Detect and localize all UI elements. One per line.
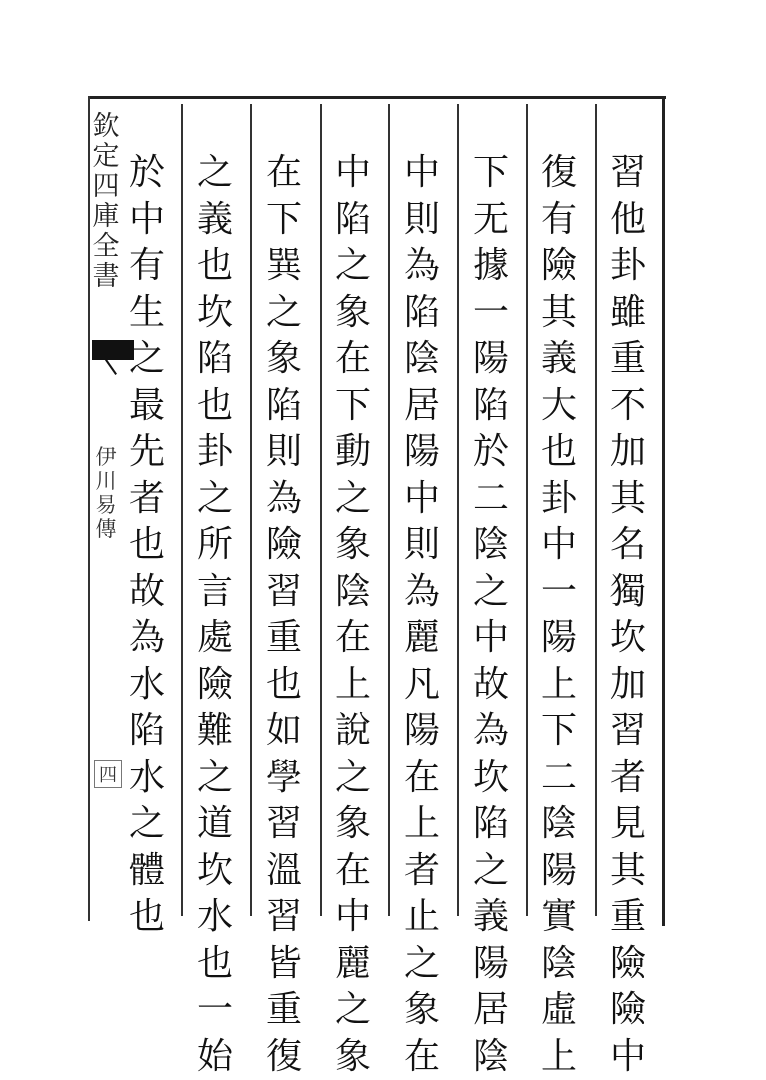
text-glyph: 動 <box>330 429 376 476</box>
text-glyph: 上 <box>536 1034 582 1080</box>
text-glyph: 難 <box>192 708 238 755</box>
text-glyph: 險 <box>536 243 582 290</box>
text-glyph: 義 <box>536 336 582 383</box>
text-glyph: 者 <box>605 755 651 802</box>
text-glyph: 水 <box>192 894 238 941</box>
text-glyph: 之 <box>261 290 307 337</box>
text-glyph: 為 <box>468 708 514 755</box>
text-glyph: 二 <box>468 476 514 523</box>
margin-collection-title <box>92 112 120 292</box>
text-glyph: 故 <box>468 662 514 709</box>
text-glyph: 中 <box>536 522 582 569</box>
text-glyph: 象 <box>330 290 376 337</box>
margin-title-glyph: 庫 <box>93 202 120 232</box>
text-glyph: 止 <box>399 894 445 941</box>
text-glyph: 坎 <box>605 615 651 662</box>
text-glyph: 險 <box>192 662 238 709</box>
text-glyph: 重 <box>605 336 651 383</box>
text-column-3 <box>466 150 516 1080</box>
text-glyph: 於 <box>124 150 170 197</box>
text-glyph: 无 <box>468 197 514 244</box>
margin-page-number: 四 <box>94 760 122 788</box>
text-glyph: 居 <box>399 383 445 430</box>
text-glyph: 不 <box>605 383 651 430</box>
text-glyph: 為 <box>399 243 445 290</box>
text-glyph: 陰 <box>468 522 514 569</box>
text-column-7 <box>190 150 240 1080</box>
text-column-5 <box>328 150 378 1080</box>
text-glyph: 陰 <box>399 336 445 383</box>
text-glyph: 之 <box>399 941 445 988</box>
text-glyph: 陽 <box>399 708 445 755</box>
text-glyph: 中 <box>468 615 514 662</box>
text-glyph: 習 <box>261 894 307 941</box>
text-column-2 <box>534 150 584 1080</box>
text-glyph: 之 <box>330 987 376 1034</box>
text-glyph: 也 <box>124 894 170 941</box>
text-glyph: 據 <box>468 243 514 290</box>
text-glyph: 居 <box>468 987 514 1034</box>
text-glyph: 為 <box>399 569 445 616</box>
text-glyph: 也 <box>261 662 307 709</box>
text-glyph: 所 <box>192 522 238 569</box>
text-glyph: 陽 <box>468 941 514 988</box>
text-glyph: 其 <box>605 848 651 895</box>
text-glyph: 在 <box>330 615 376 662</box>
text-glyph: 之 <box>192 755 238 802</box>
text-glyph: 之 <box>330 755 376 802</box>
text-glyph: 之 <box>124 336 170 383</box>
text-glyph: 復 <box>536 150 582 197</box>
text-glyph: 道 <box>192 801 238 848</box>
fishtail-line <box>105 359 117 375</box>
page-border-right <box>662 96 665 926</box>
text-glyph: 皆 <box>261 941 307 988</box>
column-rule <box>595 104 597 916</box>
text-glyph: 重 <box>261 615 307 662</box>
text-glyph: 之 <box>192 150 238 197</box>
column-rule <box>457 104 459 916</box>
text-glyph: 說 <box>330 708 376 755</box>
text-glyph: 之 <box>330 243 376 290</box>
margin-book-glyph: 川 <box>96 469 117 493</box>
text-glyph: 見 <box>605 801 651 848</box>
text-glyph: 其 <box>536 290 582 337</box>
text-glyph: 也 <box>192 941 238 988</box>
text-glyph: 習 <box>261 801 307 848</box>
text-glyph: 坎 <box>192 848 238 895</box>
text-glyph: 陷 <box>468 801 514 848</box>
text-glyph: 在 <box>261 150 307 197</box>
text-glyph: 始 <box>192 1034 238 1080</box>
margin-title-glyph: 書 <box>93 262 120 292</box>
text-glyph: 之 <box>330 476 376 523</box>
text-glyph: 下 <box>261 197 307 244</box>
text-glyph: 下 <box>468 150 514 197</box>
text-glyph: 巽 <box>261 243 307 290</box>
text-glyph: 中 <box>399 150 445 197</box>
text-glyph: 獨 <box>605 569 651 616</box>
text-glyph: 中 <box>330 150 376 197</box>
text-glyph: 之 <box>468 848 514 895</box>
text-glyph: 雖 <box>605 290 651 337</box>
text-glyph: 於 <box>468 429 514 476</box>
text-glyph: 在 <box>330 848 376 895</box>
margin-book-title <box>94 445 118 541</box>
text-glyph: 中 <box>330 894 376 941</box>
text-glyph: 在 <box>330 336 376 383</box>
text-glyph: 陽 <box>399 429 445 476</box>
text-glyph: 陰 <box>468 1034 514 1080</box>
text-glyph: 陰 <box>330 569 376 616</box>
text-glyph: 一 <box>468 290 514 337</box>
text-glyph: 義 <box>468 894 514 941</box>
text-glyph: 則 <box>399 522 445 569</box>
text-glyph: 習 <box>605 708 651 755</box>
column-rule <box>320 104 322 916</box>
text-glyph: 上 <box>536 662 582 709</box>
text-glyph: 陷 <box>399 290 445 337</box>
text-glyph: 處 <box>192 615 238 662</box>
text-glyph: 先 <box>124 429 170 476</box>
text-glyph: 險 <box>261 522 307 569</box>
text-glyph: 也 <box>124 522 170 569</box>
text-glyph: 故 <box>124 569 170 616</box>
text-glyph: 則 <box>261 429 307 476</box>
text-glyph: 復 <box>261 1034 307 1080</box>
text-glyph: 有 <box>536 197 582 244</box>
text-glyph: 坎 <box>468 755 514 802</box>
text-glyph: 中 <box>399 476 445 523</box>
text-glyph: 也 <box>192 243 238 290</box>
text-glyph: 二 <box>536 755 582 802</box>
margin-title-glyph: 定 <box>93 142 120 172</box>
margin-book-glyph: 易 <box>96 493 117 517</box>
text-glyph: 凡 <box>399 662 445 709</box>
text-glyph: 水 <box>124 662 170 709</box>
text-glyph: 言 <box>192 569 238 616</box>
page-border-top <box>88 96 666 99</box>
text-glyph: 名 <box>605 522 651 569</box>
text-glyph: 者 <box>124 476 170 523</box>
text-glyph: 則 <box>399 197 445 244</box>
text-glyph: 陷 <box>261 383 307 430</box>
text-glyph: 陽 <box>468 336 514 383</box>
text-glyph: 下 <box>330 383 376 430</box>
text-column-4 <box>397 150 447 1080</box>
column-rule <box>250 104 252 916</box>
text-glyph: 為 <box>124 615 170 662</box>
text-glyph: 重 <box>261 987 307 1034</box>
text-glyph: 者 <box>399 848 445 895</box>
text-glyph: 陰 <box>536 941 582 988</box>
text-glyph: 也 <box>192 383 238 430</box>
text-glyph: 水 <box>124 755 170 802</box>
text-glyph: 下 <box>536 708 582 755</box>
text-glyph: 加 <box>605 662 651 709</box>
text-glyph: 陽 <box>536 848 582 895</box>
text-glyph: 象 <box>330 522 376 569</box>
text-glyph: 陰 <box>536 801 582 848</box>
text-glyph: 義 <box>192 197 238 244</box>
text-glyph: 麗 <box>399 615 445 662</box>
text-glyph: 習 <box>261 569 307 616</box>
text-glyph: 體 <box>124 848 170 895</box>
text-glyph: 之 <box>124 801 170 848</box>
text-glyph: 險 <box>605 941 651 988</box>
text-glyph: 最 <box>124 383 170 430</box>
text-glyph: 陷 <box>192 336 238 383</box>
text-glyph: 險 <box>605 987 651 1034</box>
text-glyph: 陽 <box>536 615 582 662</box>
text-glyph: 麗 <box>330 941 376 988</box>
margin-book-glyph: 伊 <box>96 445 117 469</box>
text-glyph: 象 <box>330 1034 376 1080</box>
text-glyph: 學 <box>261 755 307 802</box>
text-glyph: 之 <box>468 569 514 616</box>
text-glyph: 上 <box>330 662 376 709</box>
text-glyph: 象 <box>399 987 445 1034</box>
text-glyph: 在 <box>399 1034 445 1080</box>
text-glyph: 如 <box>261 708 307 755</box>
column-rule <box>181 104 183 916</box>
text-glyph: 一 <box>192 987 238 1034</box>
text-glyph: 中 <box>124 197 170 244</box>
text-glyph: 象 <box>330 801 376 848</box>
margin-title-glyph: 全 <box>93 232 120 262</box>
text-glyph: 陷 <box>330 197 376 244</box>
margin-title-glyph: 欽 <box>93 112 120 142</box>
text-glyph: 為 <box>261 476 307 523</box>
text-glyph: 其 <box>605 476 651 523</box>
text-column-8 <box>122 150 172 941</box>
text-glyph: 陷 <box>124 708 170 755</box>
margin-book-glyph: 傳 <box>96 517 117 541</box>
text-glyph: 加 <box>605 429 651 476</box>
text-glyph: 實 <box>536 894 582 941</box>
margin-title-glyph: 四 <box>93 172 120 202</box>
text-column-6 <box>259 150 309 1080</box>
text-glyph: 卦 <box>605 243 651 290</box>
text-glyph: 虛 <box>536 987 582 1034</box>
text-glyph: 重 <box>605 894 651 941</box>
column-rule <box>526 104 528 916</box>
text-glyph: 習 <box>605 150 651 197</box>
text-glyph: 他 <box>605 197 651 244</box>
text-glyph: 上 <box>399 801 445 848</box>
text-glyph: 大 <box>536 383 582 430</box>
page-border-left <box>88 96 90 921</box>
text-glyph: 卦 <box>192 429 238 476</box>
text-glyph: 之 <box>192 476 238 523</box>
text-glyph: 生 <box>124 290 170 337</box>
text-glyph: 有 <box>124 243 170 290</box>
column-rule <box>388 104 390 916</box>
text-glyph: 溫 <box>261 848 307 895</box>
text-glyph: 陷 <box>468 383 514 430</box>
text-column-1 <box>603 150 653 1080</box>
text-glyph: 坎 <box>192 290 238 337</box>
text-glyph: 也 <box>536 429 582 476</box>
text-glyph: 中 <box>605 1034 651 1080</box>
text-glyph: 在 <box>399 755 445 802</box>
text-glyph: 卦 <box>536 476 582 523</box>
text-glyph: 一 <box>536 569 582 616</box>
text-glyph: 象 <box>261 336 307 383</box>
